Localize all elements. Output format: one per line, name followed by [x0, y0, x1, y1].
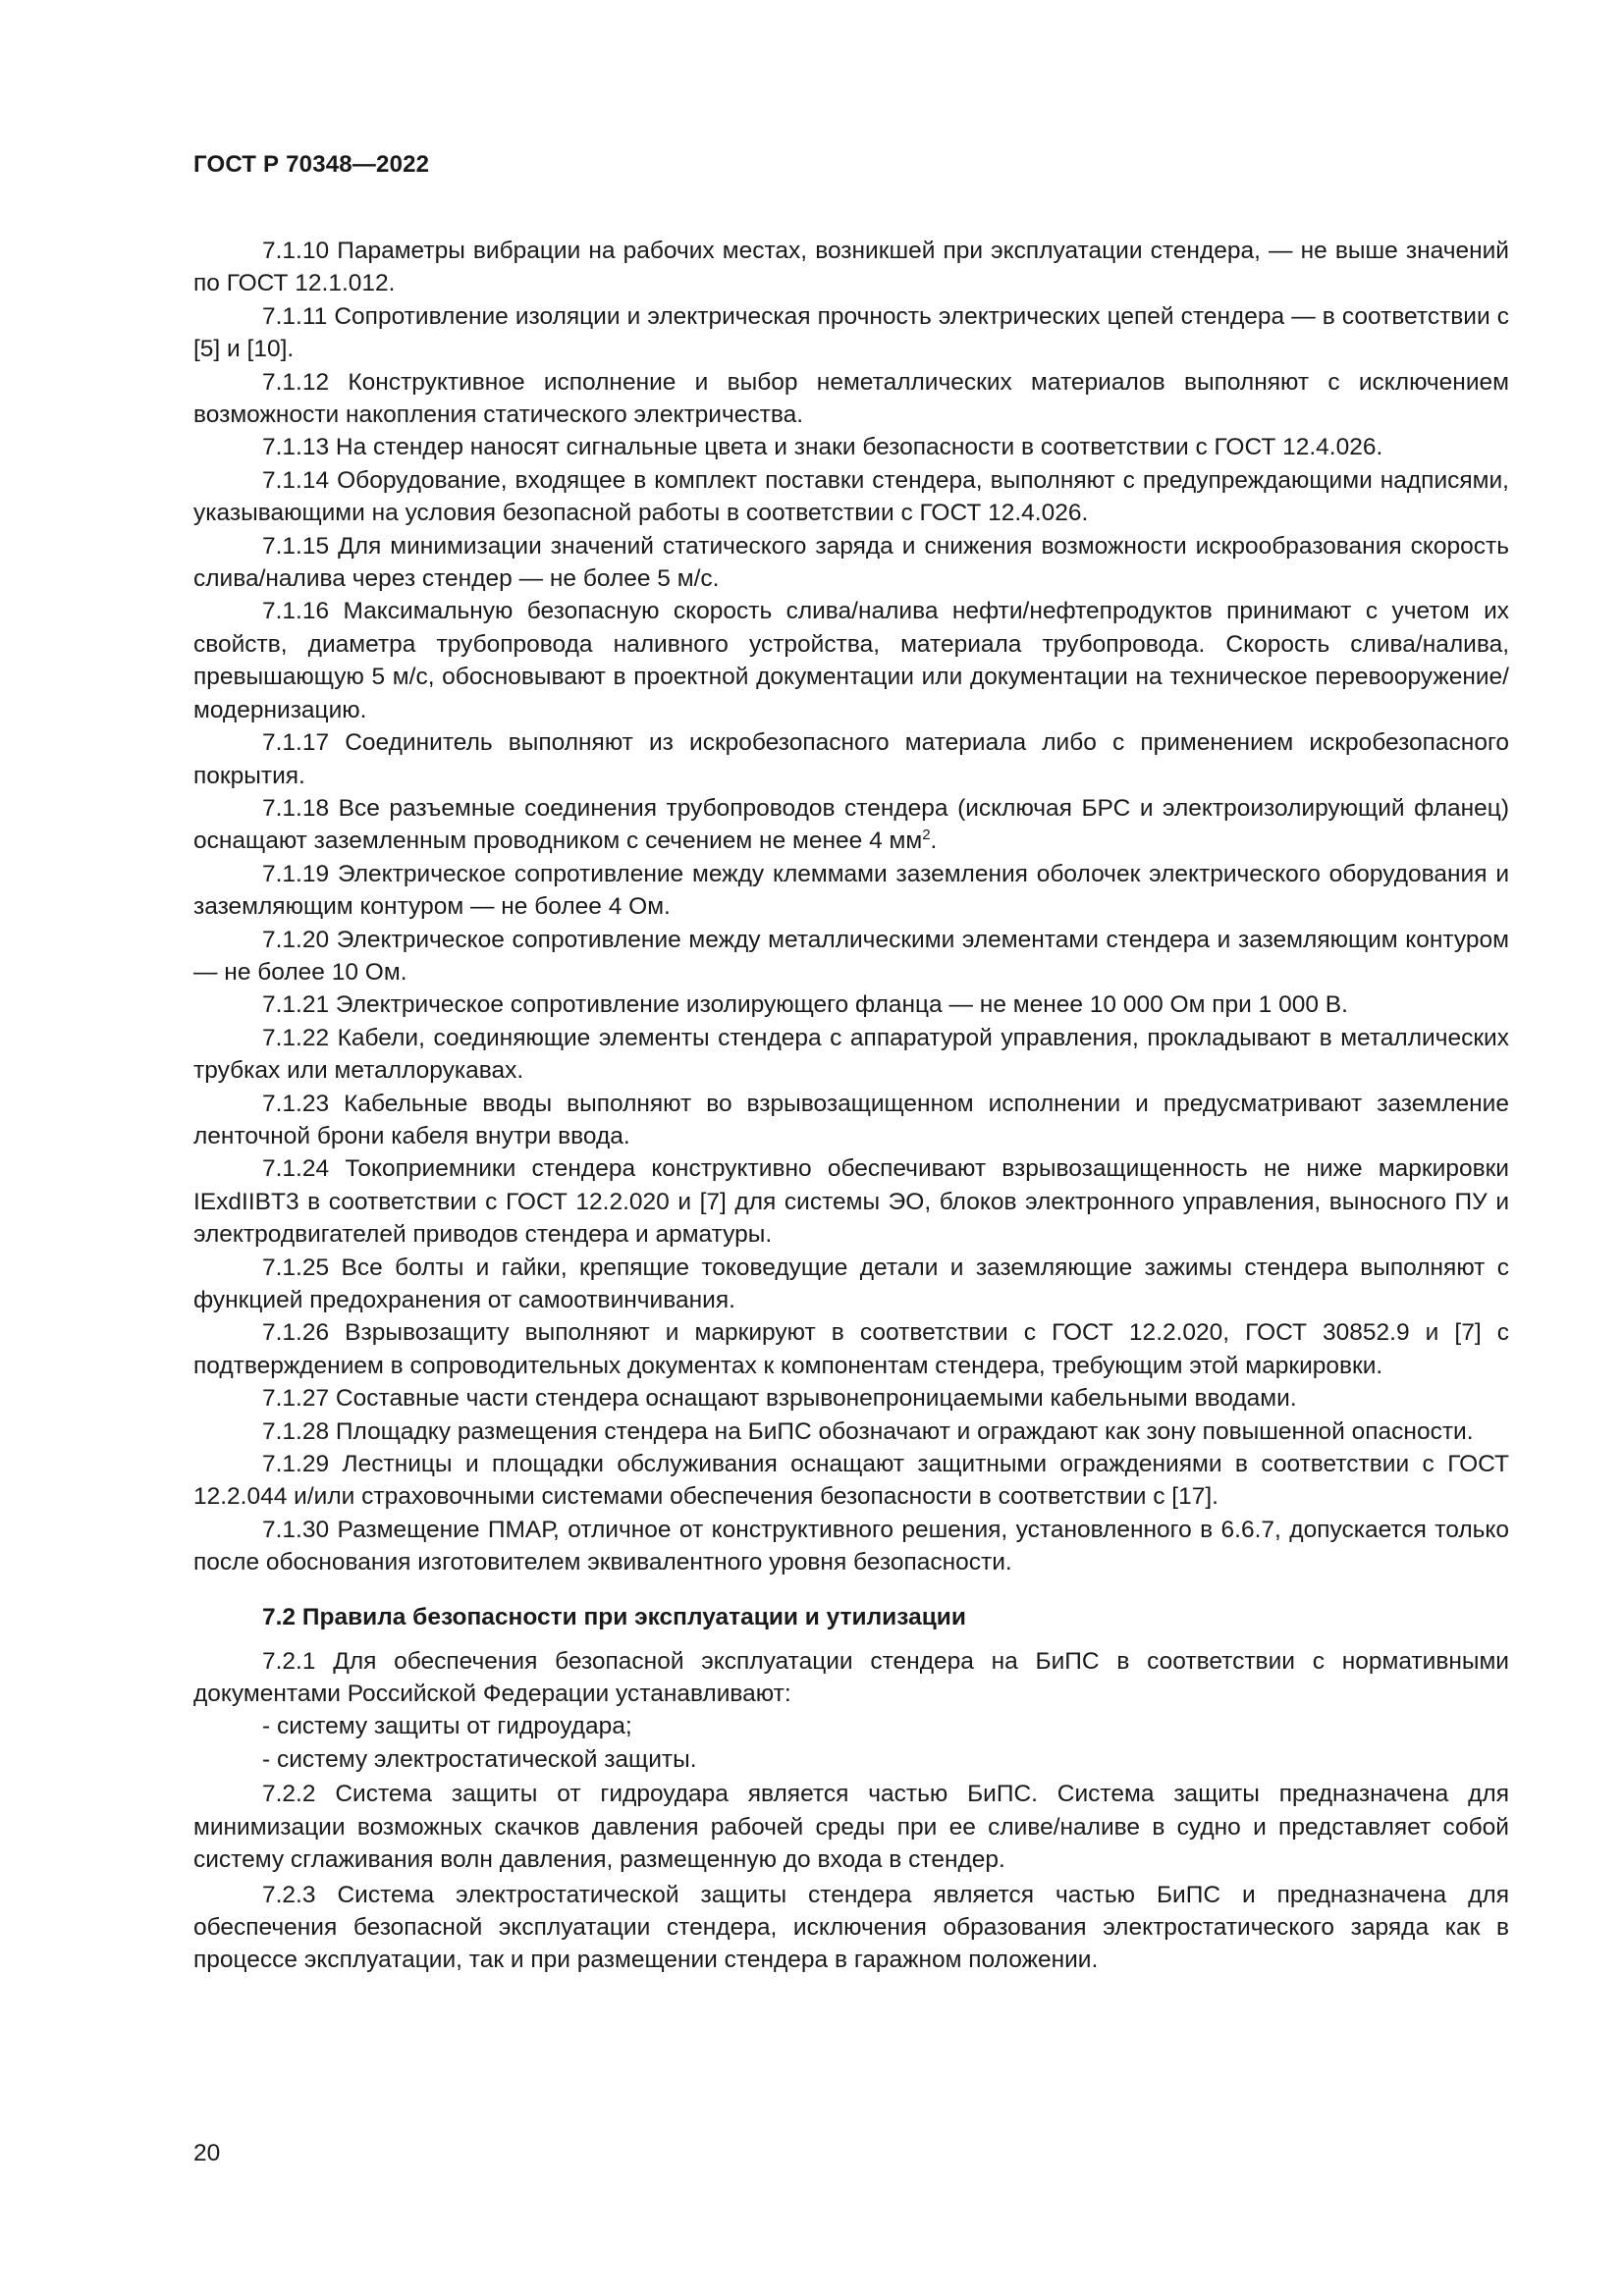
- paragraph-7-1-15: 7.1.15 Для минимизации значений статического заряда и снижения возможности искрообразования скорость слива/налива через стендер — не более 5 м/с.: [193, 532, 1509, 593]
- paragraph-7-1-21: 7.1.21 Электрическое сопротивление изолирующего фланца — не менее 10 000 Ом при 1 000 В.: [262, 991, 1348, 1019]
- paragraph-7-1-23: 7.1.23 Кабельные вводы выполняют во взрывозащищенном исполнении и предусматривают заземление ленточной брони кабеля внутри ввода.: [193, 1090, 1509, 1149]
- paragraph-7-1-13: 7.1.13 На стендер наносят сигнальные цвета и знаки безопасности в соответствии с ГОСТ 12.4.026.: [262, 434, 1383, 461]
- paragraph-7-1-25: 7.1.25 Все болты и гайки, крепящие токоведущие детали и заземляющие зажимы стендера выполняют с функцией предохранения от самоотвинчивания.: [193, 1254, 1509, 1313]
- document-page: [193, 149, 1509, 2269]
- paragraph-7-1-30: 7.1.30 Размещение ПМАР, отличное от конструктивного решения, установленного в 6.6.7, допускается только после обоснования изготовителем эквивалентного уровня безопасности.: [193, 1516, 1509, 1576]
- paragraph-7-2-1: 7.2.1 Для обеспечения безопасной эксплуатации стендера на БиПС в соответствии с нормативными документами Российской Федерации устанавливают:: [193, 1647, 1509, 1708]
- paragraph-7-1-18: [193, 792, 1509, 858]
- document-header: ГОСТ Р 70348—2022: [193, 151, 430, 178]
- paragraph-7-2-2: 7.2.2 Система защиты от гидроудара является частью БиПС. Система защиты предназначена для минимизации возможных скачков давления рабочей среды при ее сливе/наливе в судно и представляет собой систему сглаживания волн давления, размещенную до входа в стендер.: [193, 1781, 1509, 1874]
- paragraph-7-1-11: 7.1.11 Сопротивление изоляции и электрическая прочность электрических цепей стендера — в соответствии с [5] и [10].: [193, 302, 1509, 363]
- paragraph-7-1-19: 7.1.19 Электрическое сопротивление между клеммами заземления оболочек электрического оборудования и заземляющим контуром — не более 4 Ом.: [193, 860, 1509, 921]
- paragraph-7-1-16: 7.1.16 Максимальную безопасную скорость слива/налива нефти/нефтепродуктов принимают с учетом их свойств, диаметра трубопровода наливного устройства, материала трубопровода. Скорость слива/налива, превышающую 5 м/с, обосновывают в проектной документации или документации на техническое перевооружение/модернизацию.: [193, 598, 1509, 723]
- paragraph-7-1-18-end: .: [930, 828, 938, 855]
- paragraph-7-1-22: 7.1.22 Кабели, соединяющие элементы стендера с аппаратурой управления, прокладывают в металлических трубках или металлорукавах.: [193, 1024, 1509, 1085]
- paragraph-7-2-3: 7.2.3 Система электростатической защиты стендера является частью БиПС и предназначена для обеспечения безопасной эксплуатации стендера, исключения образования электростатического заряда как в процессе эксплуатации, так и при размещении стендера в гаражном положении.: [193, 1881, 1509, 1974]
- paragraph-7-1-14: 7.1.14 Оборудование, входящее в комплект поставки стендера, выполняют с предупреждающими надписями, указывающими на условия безопасной работы в соответствии с ГОСТ 12.4.026.: [193, 466, 1509, 527]
- paragraph-7-1-28: 7.1.28 Площадку размещения стендера на БиПС обозначают и ограждают как зону повышенной опасности.: [262, 1417, 1474, 1445]
- paragraph-7-1-10: 7.1.10 Параметры вибрации на рабочих местах, возникшей при эксплуатации стендера, — не выше значений по ГОСТ 12.1.012.: [193, 238, 1509, 297]
- paragraph-7-1-18-text: 7.1.18 Все разъемные соединения трубопроводов стендера (исключая БРС и электроизолирующий фланец) оснащают заземленным проводником с сечением не менее 4 мм: [193, 794, 1509, 855]
- list-item: - систему защиты от гидроудара;: [262, 1713, 632, 1740]
- list-item: - систему электростатической защиты.: [262, 1745, 697, 1773]
- paragraph-7-1-29: 7.1.29 Лестницы и площадки обслуживания оснащают защитными ограждениями в соответствии с ГОСТ 12.2.044 и/или страховочными системами обеспечения безопасности в соответствии с [17].: [193, 1451, 1509, 1511]
- paragraph-7-1-24: 7.1.24 Токоприемники стендера конструктивно обеспечивают взрывозащищенность не ниже маркировки IExdIIBT3 в соответствии с ГОСТ 12.2.020 и [7] для системы ЭО, блоков электронного управления, выносного ПУ и электродвигателей приводов стендера и арматуры.: [193, 1155, 1509, 1249]
- paragraph-7-1-17: 7.1.17 Соединитель выполняют из искробезопасного материала либо с применением искробезопасного покрытия.: [193, 729, 1509, 789]
- paragraph-7-1-27: 7.1.27 Составные части стендера оснащают взрывонепроницаемыми кабельными вводами.: [262, 1385, 1297, 1413]
- paragraph-7-1-20: 7.1.20 Электрическое сопротивление между металлическими элементами стендера и заземляющим контуром — не более 10 Ом.: [193, 926, 1509, 986]
- section-7-2-body: [193, 1645, 1509, 1977]
- paragraph-7-1-12: 7.1.12 Конструктивное исполнение и выбор неметаллических материалов выполняют с исключением возможности накопления статического электричества.: [193, 368, 1509, 429]
- section-7-1-body: [193, 235, 1509, 1579]
- superscript-2: 2: [922, 827, 931, 844]
- section-7-2-title: 7.2 Правила безопасности при эксплуатации и утилизации: [262, 1603, 966, 1630]
- page-number: 20: [193, 2140, 221, 2166]
- paragraph-7-1-26: 7.1.26 Взрывозащиту выполняют и маркируют в соответствии с ГОСТ 12.2.020, ГОСТ 30852.9 и [7] с подтверждением в сопроводительных документах к компонентам стендера, требующим этой маркировки.: [193, 1319, 1509, 1379]
